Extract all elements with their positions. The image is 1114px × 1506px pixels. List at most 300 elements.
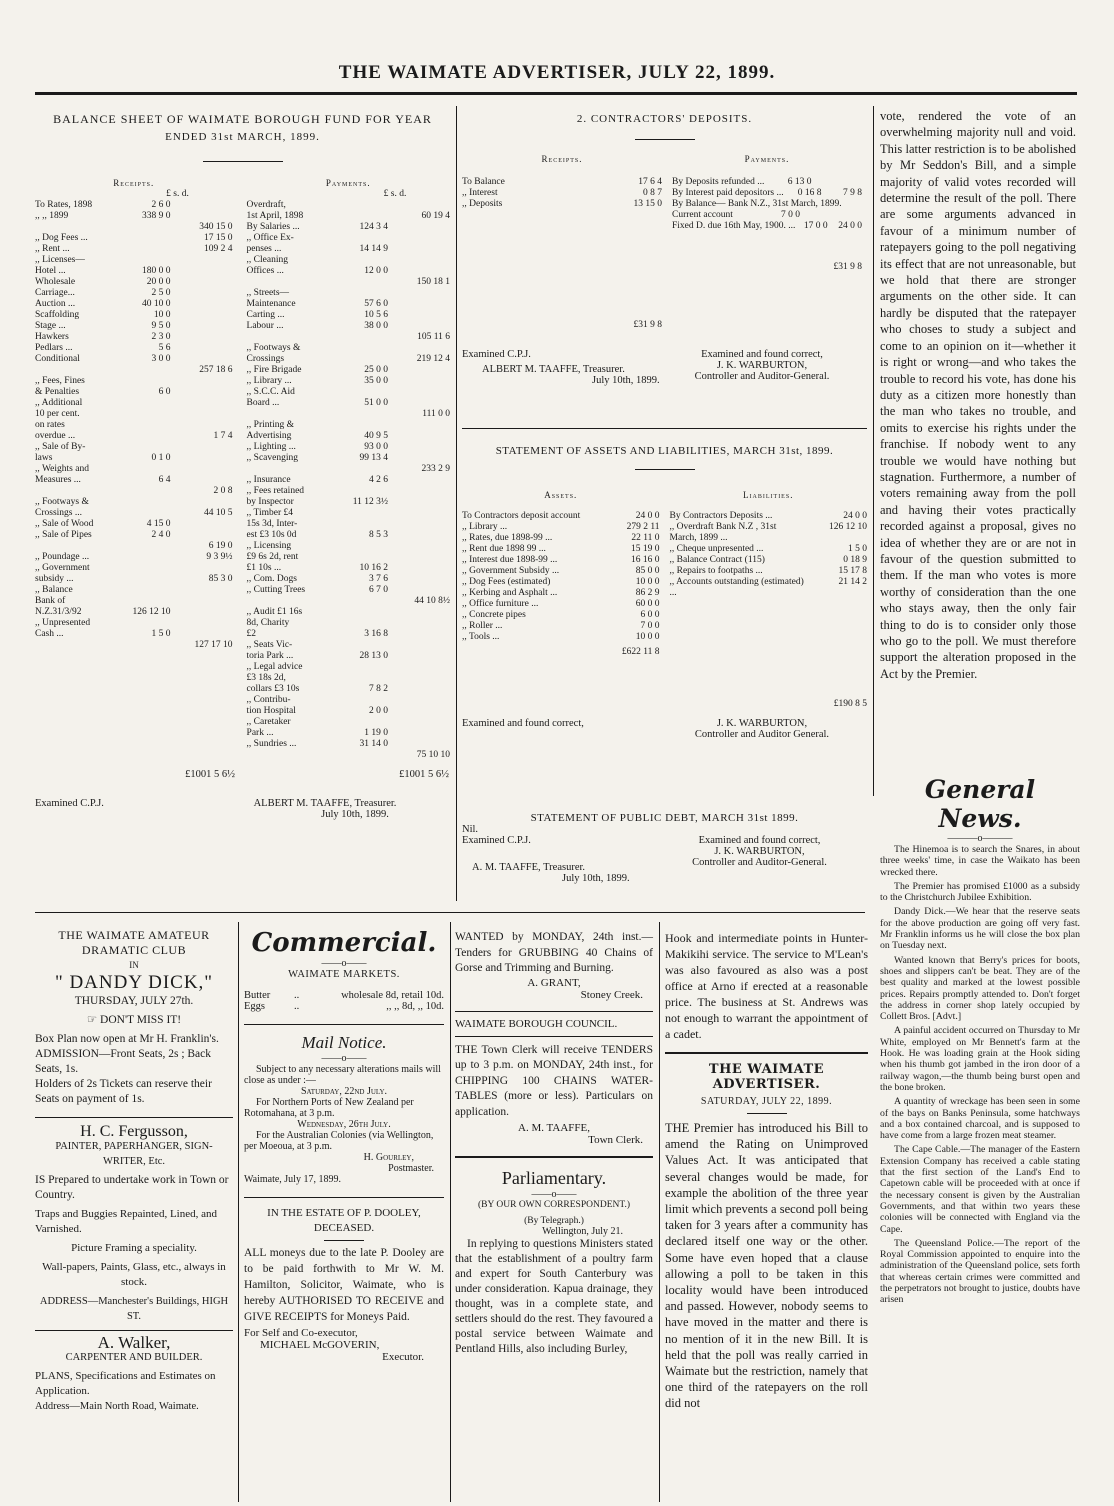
asset-label: ,, Roller ...	[462, 621, 503, 631]
liability-row	[670, 511, 868, 522]
payment-amount	[330, 211, 388, 222]
examined-correct: Examined and found correct,	[701, 349, 823, 360]
payment-amount: 40 9 5	[364, 431, 388, 441]
deposit-payment-amount	[842, 199, 852, 210]
market-item: Eggs	[244, 1001, 265, 1012]
receipt-label: Auction ...	[35, 299, 76, 309]
payment-amount: 57 6 0	[364, 299, 388, 309]
liability-amount: 0 18 9	[843, 555, 867, 565]
receipt-subtotal	[171, 354, 233, 365]
asset-row	[462, 588, 660, 599]
fergusson-traps: Traps and Buggies Repainted, Lined, and Varnished.	[35, 1208, 217, 1235]
receipt-subtotal	[171, 563, 233, 574]
liability-amount: 21 14 2	[838, 577, 867, 587]
payment-row	[247, 618, 450, 629]
payment-label: ,, Office Ex-	[246, 233, 294, 243]
receipt-label: Cash ...	[35, 629, 64, 639]
payment-row	[247, 244, 450, 255]
receipt-label: ,, Sale of Pipes	[35, 530, 92, 540]
payment-subtotal: 75 10 10	[416, 750, 450, 760]
column-rule	[238, 922, 239, 1502]
receipt-subtotal	[171, 629, 233, 640]
payment-row	[247, 387, 450, 398]
payment-subtotal	[388, 728, 450, 739]
payment-subtotal: 111 0 0	[422, 409, 450, 419]
liability-amount: 1 5 0	[848, 544, 867, 554]
payment-amount: 3 7 6	[369, 574, 388, 584]
receipt-subtotal: 85 3 0	[208, 574, 233, 584]
payment-label: Overdraft,	[246, 200, 286, 210]
asset-label: ,, Library ...	[462, 522, 508, 532]
payment-subtotal	[388, 706, 450, 717]
liability-row	[670, 566, 868, 577]
receipt-subtotal	[171, 519, 233, 530]
payment-label: ,, Caretaker	[246, 717, 291, 727]
receipt-row	[35, 497, 233, 508]
receipt-row	[35, 211, 233, 222]
fergusson-body: IS Prepared to undertake work in Town or Country.	[35, 1174, 229, 1201]
payment-amount: 3 16 8	[364, 629, 388, 639]
receipt-label: ,, Licenses—	[35, 255, 85, 265]
treasurer-date: July 10th, 1899.	[321, 809, 389, 820]
parliamentary-title: Parliamentary.	[501, 1168, 607, 1188]
deposit-payment-subtotal	[812, 177, 862, 188]
payment-row	[247, 574, 450, 585]
column-rule	[659, 922, 660, 1502]
payment-subtotal	[388, 574, 450, 585]
admission: ADMISSION—Front Seats, 2s ; Back Seats, 1s.	[35, 1048, 212, 1075]
asset-label: ,, Dog Fees (estimated)	[462, 577, 551, 587]
auditor-name: J. K. WARBURTON,	[716, 360, 808, 371]
payment-subtotal	[388, 618, 450, 629]
receipt-amount: 5 6	[158, 343, 171, 353]
asset-label: To Contractors deposit account	[462, 511, 581, 521]
payment-label: ,, Insurance	[246, 475, 291, 485]
payment-subtotal	[388, 255, 450, 266]
payment-subtotal	[388, 233, 450, 244]
mail-date-2: Wednesday, 26th July.	[297, 1119, 391, 1130]
liability-label: ,, Accounts outstanding (estimated) ...	[669, 577, 804, 598]
news-item: The Cape Cable.—The manager of the Eastern Extension Company has received a cable stating that the first section of the Land's End to Capetown cable will be proceeded with at once if the necessary consent is given by the Australian Governments, and that within two years these colonies will be connected with England via the Cape.	[880, 1144, 1080, 1235]
payment-row	[247, 607, 450, 618]
editorial-masthead: THE WAIMATE ADVERTISER.	[708, 1062, 825, 1092]
receipt-row	[35, 519, 233, 530]
payment-row	[247, 310, 450, 321]
receipt-subtotal	[171, 376, 233, 387]
liability-label: By Contractors Deposits ...	[669, 511, 773, 521]
payment-amount	[330, 673, 388, 684]
receipt-amount: 9 5 0	[151, 321, 171, 331]
payment-subtotal	[388, 585, 450, 596]
payment-amount: 7 8 2	[369, 684, 388, 694]
receipt-row	[35, 486, 233, 497]
payment-label: 8d, Charity	[246, 618, 290, 628]
mail-date: Waimate, July 17, 1899.	[244, 1174, 341, 1185]
payment-subtotal	[388, 244, 450, 255]
receipt-amount	[113, 398, 171, 409]
club-in: IN	[129, 960, 139, 970]
news-item: The Premier has promised £1000 as a subsidy to the Christchurch Jubilee Exhibition.	[880, 880, 1080, 904]
asset-amount: 15 19 0	[631, 544, 660, 554]
treasurer-signature: ALBERT M. TAAFFE, Treasurer.	[253, 798, 397, 809]
editorial-date: SATURDAY, JULY 22, 1899.	[700, 1096, 833, 1107]
receipt-label: ,, Sale of Wood	[35, 519, 94, 529]
liability-label: ,, Balance Contract (115)	[669, 555, 765, 565]
payment-row	[247, 266, 450, 277]
payment-subtotal	[388, 695, 450, 706]
payment-label: ,, Streets—	[246, 288, 290, 298]
treasurer-signature: A. M. TAAFFE, Treasurer.	[472, 862, 586, 873]
receipt-subtotal: 127 17 10	[194, 640, 233, 650]
payment-label: 15s 3d, Inter-	[246, 519, 298, 529]
mail-date-1: Saturday, 22nd July.	[300, 1086, 388, 1097]
walker-name: A. Walker,	[97, 1333, 171, 1352]
payment-subtotal	[388, 222, 450, 233]
receipt-row	[35, 552, 233, 563]
payment-subtotal	[388, 376, 450, 387]
auditor-title: Controller and Auditor-General.	[694, 371, 830, 382]
receipt-label: ,, Rent ...	[35, 244, 70, 254]
box-plan: Box Plan now open at Mr H. Franklin's.	[35, 1033, 219, 1045]
postmaster-name: H. Gourley,	[363, 1152, 414, 1163]
receipt-label: Bank of	[35, 596, 66, 606]
mail-intro: Subject to any necessary alterations mails will close as under :—	[244, 1064, 441, 1086]
payment-subtotal: 150 18 1	[416, 277, 450, 287]
receipt-label: laws	[35, 453, 53, 463]
payment-subtotal	[388, 398, 450, 409]
asset-amount: 16 16 0	[631, 555, 660, 565]
payment-row	[247, 629, 450, 640]
walker-trade: CARPENTER AND BUILDER.	[65, 1352, 203, 1363]
balance-sheet-subtitle: ENDED 31st MARCH, 1899.	[165, 131, 320, 143]
payment-amount	[330, 288, 388, 299]
asset-row	[462, 599, 660, 610]
receipt-amount	[113, 464, 171, 475]
receipt-row	[35, 387, 233, 398]
liability-row	[670, 577, 868, 599]
fergusson-name: H. C. Fergusson,	[80, 1123, 188, 1140]
market-row	[244, 990, 444, 1001]
liability-row	[670, 544, 868, 555]
receipt-row	[35, 640, 233, 651]
receipt-label: Scaffolding	[35, 310, 80, 320]
payment-amount: 99 13 4	[359, 453, 388, 463]
payment-row	[247, 497, 450, 508]
payment-label: ,, Fire Brigade	[246, 365, 302, 375]
receipt-subtotal	[171, 266, 233, 277]
markets-heading: WAIMATE MARKETS.	[288, 969, 400, 980]
payment-amount	[330, 354, 388, 365]
payment-row	[247, 233, 450, 244]
payment-amount	[330, 332, 388, 343]
receipt-row	[35, 431, 233, 442]
payment-amount	[330, 200, 388, 211]
receipt-row	[35, 464, 233, 475]
receipt-label	[35, 640, 113, 651]
receipt-label: Hotel ...	[35, 266, 66, 276]
deposit-receipt-label: ,, Interest	[462, 188, 498, 198]
receipt-label: ,, Unpresented	[35, 618, 91, 628]
asset-label: ,, Kerbing and Asphalt ...	[462, 588, 558, 598]
receipt-label: subsidy ...	[35, 574, 74, 584]
receipt-amount: 20 0 0	[146, 277, 171, 287]
payment-label: by Inspector	[246, 497, 294, 507]
asset-amount: 24 0 0	[635, 511, 660, 521]
general-news-title: General News.	[924, 775, 1036, 833]
receipt-amount: 1 5 0	[151, 629, 171, 639]
receipt-label: ,, Sale of By-	[35, 442, 86, 452]
deposit-payment-subtotal	[800, 210, 862, 221]
asset-label: ,, Tools ...	[462, 632, 500, 642]
payment-label: £2	[246, 629, 257, 639]
receipt-amount	[113, 442, 171, 453]
deposit-payment-row	[672, 188, 862, 199]
commercial-title: Commercial.	[251, 928, 437, 958]
payments-heading: Payments.	[744, 154, 790, 164]
payment-label: ,, Licensing	[246, 541, 292, 551]
receipt-amount	[113, 618, 171, 629]
payment-row	[247, 563, 450, 574]
asset-row	[462, 511, 660, 522]
payment-label: ,, Seats Vic-	[246, 640, 293, 650]
asset-label: ,, Office furniture ...	[462, 599, 539, 609]
receipt-row	[35, 310, 233, 321]
receipt-subtotal	[171, 442, 233, 453]
receipt-row	[35, 200, 233, 211]
payment-label: Carting ...	[246, 310, 285, 320]
parliamentary-continuation: Hook and intermediate points in Hunter-Makikihi service. The service to M'Lean's was also favoured as also was a post office at Arno if erected at a reasonable price. The business at St. Andrews was not enough to warrant the appointment of a cadet.	[665, 931, 868, 1041]
receipt-subtotal: 17 15 0	[204, 233, 233, 243]
payment-amount: 38 0 0	[364, 321, 388, 331]
receipt-label	[35, 486, 113, 497]
payment-row	[247, 475, 450, 486]
public-debt-title: STATEMENT OF PUBLIC DEBT, MARCH 31st 1899.	[530, 812, 799, 824]
receipt-subtotal	[171, 585, 233, 596]
receipt-subtotal	[171, 618, 233, 629]
payment-amount	[330, 343, 388, 354]
deposit-payment-label: By Interest paid depositors ...	[672, 188, 784, 198]
receipt-subtotal	[171, 310, 233, 321]
receipt-amount: 0 1 0	[151, 453, 171, 463]
asset-label: ,, Interest due 1898-99 ...	[462, 555, 558, 565]
balance-sheet-title: BALANCE SHEET OF WAIMATE BOROUGH FUND FOR YEAR	[53, 112, 432, 126]
payment-subtotal	[388, 673, 450, 684]
payment-amount: 31 14 0	[359, 739, 388, 749]
deposit-payment-subtotal: 7 9 8	[843, 188, 862, 198]
receipt-label: Pedlars ...	[35, 343, 73, 353]
payment-amount	[330, 519, 388, 530]
receipt-row	[35, 255, 233, 266]
receipt-amount	[113, 365, 171, 376]
dateline: Wellington, July 21.	[542, 1226, 623, 1237]
payment-row	[247, 717, 450, 728]
play-title: " DANDY DICK,"	[54, 972, 214, 993]
auditor-title: Controller and Auditor-General.	[692, 857, 827, 868]
deposit-receipt-amount: 17 6 4	[638, 177, 662, 187]
payment-label	[247, 409, 330, 420]
news-item: A quantity of wreckage has been seen in some of the bays on Banks Peninsula, some hatchways and a box contained charcoal, and is supposed to have come from a large frozen meat steamer.	[880, 1096, 1080, 1142]
receipt-row	[35, 376, 233, 387]
estate-body: ALL moneys due to the late P. Dooley are to be paid forthwith to Mr W. M. Hamilton, Solicitor, Waimate, who is hereby AUTHORISED TO RECEIVE and GIVE RECEIPTS for Moneys Paid.	[244, 1247, 444, 1323]
receipt-label: ,, Poundage ...	[35, 552, 90, 562]
payment-label: tion Hospital	[246, 706, 296, 716]
receipt-label: N.Z.31/3/92	[35, 607, 82, 617]
payment-amount	[330, 387, 388, 398]
payment-amount	[330, 607, 388, 618]
liabilities-heading: Liabilities.	[743, 490, 794, 500]
receipt-row	[35, 508, 233, 519]
payment-row	[247, 662, 450, 673]
asset-label: ,, Rent due 1898 99 ...	[462, 544, 546, 554]
payment-subtotal: 105 11 6	[417, 332, 450, 342]
commercial-column: Commercial. ——o—— WAIMATE MARKETS. Butter .. wholesale 8d, retail 10d. Eggs .. ,, ,, 8d, ,, 10d. Mail Notice. ——o—— Subject to any necessary alterations mails will close as under :— Saturday, 22nd July. For Northern Ports of New Zealand per Rotomahana, at 3 p.m. Wednesday, 26th July. For the Australian Colonies (via Wellington, per Moeoua, at 3 p.m. H. Gourley, Postmaster. Waimate, July 17, 1899. IN THE ESTATE OF P. DOOLEY, DECEASED. ALL moneys due to the late P. Dooley are to be paid forthwith to Mr W. M. Hamilton, Solicitor, Waimate, who is hereby AUTHORISED TO RECEIVE and GIVE RECEIPTS for Moneys Paid. For Self and Co-executor, MICHAEL McGOVERIN, Executor.	[244, 928, 444, 1363]
notices-column: WANTED by MONDAY, 24th inst.—Tenders for GRUBBING 40 Chains of Gorse and Trimming and Burning. A. GRANT, Stoney Creek. WAIMATE BOROUGH COUNCIL. THE Town Clerk will receive TENDERS up to 3 p.m. on MONDAY, 24th inst., for CHIPPING 100 CHAINS WATER-TABLES (more or less). Particulars on application. A. M. TAAFFE, Town Clerk. Parliamentary. ——o—— (BY OUR OWN CORRESPONDENT.) (By Telegraph.) Wellington, July 21. In replying to questions Ministers stated that the establishment of a poultry farm and expert for South Canterbury was under consideration. Kapua drainage, they thought, was in a complete state, and settlers should do the rest. They favoured a postal service between Waimate and Pentland Hills, also including Burley,	[455, 931, 653, 1355]
receipt-subtotal	[171, 398, 233, 409]
treasurer-date: July 10th, 1899.	[592, 375, 660, 386]
mail-text-1: For Northern Ports of New Zealand per Rotomahana, at 3 p.m.	[244, 1097, 414, 1119]
payment-amount: 12 0 0	[364, 266, 388, 276]
receipt-subtotal	[171, 343, 233, 354]
receipt-row	[35, 299, 233, 310]
receipt-amount	[113, 574, 171, 585]
receipt-label: ,, Government	[35, 563, 90, 573]
receipt-label: Stage ...	[35, 321, 66, 331]
payment-row	[247, 200, 450, 211]
asset-amount: 279 2 11	[626, 522, 660, 532]
payment-row	[247, 684, 450, 695]
dramatic-club-ad	[35, 928, 233, 1414]
receipt-row	[35, 321, 233, 332]
receipt-row	[35, 365, 233, 376]
payment-row	[247, 420, 450, 431]
payment-label: ,, Printing &	[246, 420, 295, 430]
receipt-row	[35, 277, 233, 288]
payment-label: Advertising	[246, 431, 292, 441]
receipt-amount: 10 0	[153, 310, 171, 320]
receipt-row	[35, 222, 233, 233]
receipt-row	[35, 233, 233, 244]
payment-row	[247, 508, 450, 519]
payment-row	[247, 255, 450, 266]
payment-row	[247, 585, 450, 596]
receipt-label: & Penalties	[35, 387, 80, 397]
walker-address: Address—Main North Road, Waimate.	[35, 1401, 199, 1412]
receipt-amount	[113, 596, 171, 607]
payment-label: Board ...	[246, 398, 280, 408]
receipt-subtotal	[171, 299, 233, 310]
payment-label	[247, 332, 330, 343]
payment-row	[247, 398, 450, 409]
payment-label: Crossings	[246, 354, 285, 364]
asset-row	[462, 533, 660, 544]
payment-label: ,, Scavenging	[246, 453, 298, 463]
deposit-payment-label: By Deposits refunded ...	[672, 177, 765, 187]
payment-amount	[330, 233, 388, 244]
receipt-subtotal	[171, 255, 233, 266]
balance-total-right: £1001 5 6½	[399, 769, 449, 780]
payment-subtotal	[388, 475, 450, 486]
payment-label: Park ...	[246, 728, 274, 738]
assets-liabilities	[462, 446, 867, 740]
asset-row	[462, 522, 660, 533]
receipt-amount: 3 0 0	[151, 354, 171, 364]
deposit-payment-amount: 6 13 0	[787, 177, 812, 187]
asset-label: ,, Concrete pipes	[462, 610, 526, 620]
receipt-amount: 2 5 0	[151, 288, 171, 298]
receipt-subtotal	[171, 420, 233, 431]
payment-label: ,, Audit £1 16s	[246, 607, 303, 617]
payment-amount: 51 0 0	[364, 398, 388, 408]
contractors-title: 2. CONTRACTORS' DEPOSITS.	[576, 113, 753, 125]
assets-total: £622 11 8	[621, 647, 660, 657]
mail-text-2: For the Australian Colonies (via Wellington, per Moeoua, at 3 p.m.	[244, 1130, 434, 1152]
receipt-subtotal	[171, 497, 233, 508]
payment-subtotal	[388, 563, 450, 574]
liability-label: ,, Overdraft Bank N.Z , 31st March, 1899 ...	[669, 522, 777, 543]
payment-amount	[330, 508, 388, 519]
payment-amount	[330, 420, 388, 431]
receipt-amount: 2 6 0	[151, 200, 171, 210]
receipt-subtotal	[171, 596, 233, 607]
examined-text: Examined C.P.J.	[462, 349, 531, 360]
receipt-amount: 180 0 0	[142, 266, 171, 276]
receipt-label: Wholesale	[35, 277, 76, 287]
payment-label: Labour ...	[246, 321, 284, 331]
examined-correct: Examined and found correct,	[462, 718, 584, 729]
deposit-payment-amount: 0 16 8	[797, 188, 822, 198]
receipt-subtotal	[171, 530, 233, 541]
receipt-subtotal	[171, 211, 233, 222]
masthead: THE WAIMATE ADVERTISER, JULY 22, 1899.	[338, 62, 776, 83]
receipt-label: ,, Dog Fees ...	[35, 233, 88, 243]
receipt-label: 10 per cent.	[35, 409, 80, 419]
payment-label: ,, Sundries ...	[246, 739, 297, 749]
receipt-row	[35, 453, 233, 464]
deposit-payment-row	[672, 210, 862, 221]
asset-row	[462, 566, 660, 577]
payment-label: ,, S.C.C. Aid	[246, 387, 295, 397]
deposit-payment-amount: 17 0 0	[803, 221, 828, 231]
market-row	[244, 1001, 444, 1012]
receipt-row	[35, 618, 233, 629]
payment-row	[247, 321, 450, 332]
payment-amount: 11 12 3½	[352, 497, 388, 507]
council-title: WAIMATE BOROUGH COUNCIL.	[455, 1017, 618, 1030]
payment-amount	[330, 552, 388, 563]
receipt-subtotal	[171, 409, 233, 420]
payment-subtotal	[388, 497, 450, 508]
fergusson-wall: Wall-papers, Paints, Glass, etc., always in stock.	[42, 1261, 226, 1288]
liability-label: ,, Cheque unpresented ...	[669, 544, 764, 554]
payment-amount: 10 16 2	[359, 563, 388, 573]
payment-subtotal	[388, 717, 450, 728]
payment-subtotal	[388, 651, 450, 662]
column-rule	[456, 106, 457, 901]
payment-amount	[330, 695, 388, 706]
deposit-payment-label: By Balance— Bank N.Z., 31st March, 1899.	[672, 199, 842, 209]
receipt-amount	[113, 233, 171, 244]
receipt-label: ,, Balance	[35, 585, 73, 595]
deposit-receipt-row	[462, 199, 662, 210]
market-dots: ..	[294, 990, 300, 1001]
asset-amount: 7 0 0	[640, 621, 660, 631]
estate-title: IN THE ESTATE OF P. DOOLEY, DECEASED.	[267, 1207, 421, 1234]
deposit-payment-label: Current account	[672, 210, 733, 220]
receipt-subtotal	[171, 321, 233, 332]
fergusson-trade: PAINTER, PAPERHANGER, SIGN-WRITER, Etc.	[55, 1141, 213, 1167]
receipt-subtotal	[171, 200, 233, 211]
payment-label: ,, Legal advice	[246, 662, 303, 672]
